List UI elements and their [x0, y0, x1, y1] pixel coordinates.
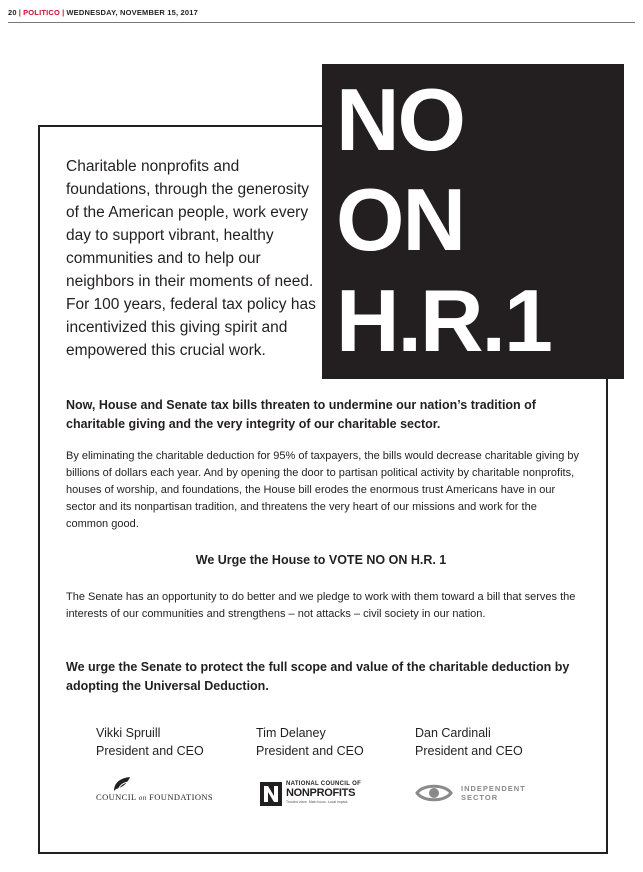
independent-sector-logo: [415, 782, 526, 804]
header-separator: |: [62, 8, 65, 17]
cof-word: FOUNDATIONS: [149, 792, 214, 802]
urge-house-heading: We Urge the House to VOTE NO ON H.R. 1: [195, 553, 447, 567]
cof-word: on: [138, 794, 147, 802]
header-rule: [8, 22, 635, 23]
headline-line: H.R.1: [336, 271, 551, 370]
lead-paragraph: Charitable nonprofits and foundations, through the generosity of the American people, work every day to support vibrant, healthy communities and to help our neighbors in their moments of need. For 100 years, federal tax policy has incentivized this giving spirit and empowered this crucial work.: [66, 158, 316, 359]
threat-paragraph: Now, House and Senate tax bills threaten to undermine our nation’s tradition of charitable giving and the very integrity of our charitable sector.: [66, 398, 536, 431]
publication-name: POLITICO: [23, 8, 61, 17]
signatory-name: Dan Cardinali: [415, 726, 491, 740]
ncn-tagline: Trusted voice. Main focus. Local impact.: [286, 800, 349, 804]
signatory-title: President and CEO: [415, 744, 523, 758]
senate-paragraph: The Senate has an opportunity to do better and we pledge to work with them toward a bill that serves the interests of our communities and strengthens – not attacks – civil society in our nation.: [66, 591, 576, 620]
is-line2: SECTOR: [461, 793, 499, 802]
council-on-foundations-wordmark: [96, 792, 213, 802]
signatory: [256, 724, 364, 760]
signatory: [415, 724, 523, 760]
headline-box: [322, 64, 624, 379]
signatory-title: President and CEO: [96, 744, 204, 758]
page-number: 20: [8, 8, 17, 17]
ncn-mark-icon: [260, 782, 282, 806]
publication-date: WEDNESDAY, NOVEMBER 15, 2017: [66, 8, 199, 17]
urge-senate-paragraph: We urge the Senate to protect the full scope and value of the charitable deduction by adopting the Universal Deduction.: [66, 660, 570, 693]
independent-sector-wordmark: [461, 784, 526, 802]
signatory-title: President and CEO: [256, 744, 364, 758]
ncn-line1: NATIONAL COUNCIL OF: [286, 781, 362, 787]
header-separator: |: [18, 8, 22, 17]
signatory-name: Vikki Spruill: [96, 726, 161, 740]
deduction-paragraph: By eliminating the charitable deduction for 95% of taxpayers, the bills would decrease charitable giving by billions of dollars each year. And by opening the door to partisan political activity by charitable nonprofits, houses of worship, and foundations, the House bill erodes the enormous trust Americans have in our sector and its nonpartisan tradition, and threatens the very heart of our missions and work for the common good.: [66, 450, 580, 530]
national-council-of-nonprofits-logo: [260, 780, 361, 807]
is-line1: INDEPENDENT: [461, 784, 526, 793]
ncn-wordmark: [286, 780, 361, 807]
cof-word: COUNCIL: [96, 792, 137, 802]
ncn-line2: NONPROFITS: [286, 787, 356, 799]
headline-line: NO: [336, 70, 464, 169]
signatory: [96, 724, 204, 760]
page-header: [8, 8, 198, 17]
headline-line: ON: [336, 170, 464, 269]
leaf-icon: [110, 776, 134, 792]
eye-icon: [415, 782, 453, 804]
council-on-foundations-logo: [96, 776, 213, 802]
signatory-name: Tim Delaney: [256, 726, 326, 740]
